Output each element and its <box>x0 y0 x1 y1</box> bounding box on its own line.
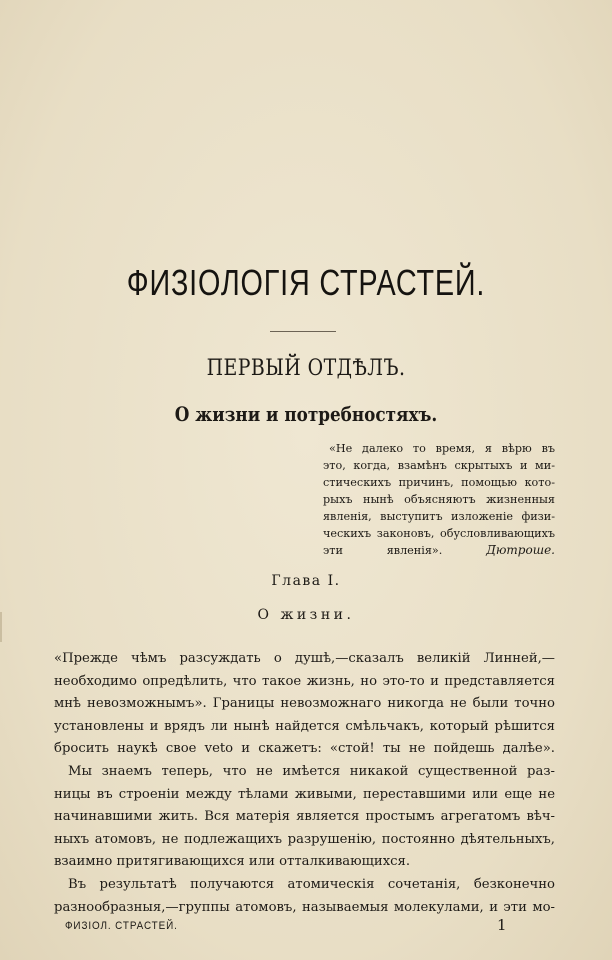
body-line: ныхъ атомовъ, не подлежащихъ разрушенію, постоянно дѣятельныхъ, <box>54 831 555 847</box>
body-line: установлены и врядъ ли нынѣ найдется смѣльчакъ, который рѣшится <box>54 718 555 734</box>
body-line: мнѣ невозможнымъ». Границы невозможнаго никогда не были точно <box>54 696 555 712</box>
section-subtitle: О жизни и потребностяхъ. <box>174 402 438 426</box>
body-line: разнообразныя,—группы атомовъ, называемыя молекулами, и эти мо- <box>54 899 555 915</box>
epigraph-line: явленія, выступитъ изложеніе физи- <box>323 509 555 523</box>
epigraph-line: эти явленія». <box>323 544 443 558</box>
epigraph-line: рыхъ нынѣ объясняютъ жизненныя <box>323 492 555 506</box>
epigraph-line: стическихъ причинъ, помощью кото- <box>323 475 555 489</box>
epigraph-line: «Не далеко то время, я вѣрю въ <box>329 442 555 455</box>
chapter-title: О жизни. <box>257 607 355 623</box>
body-line: бросить наукѣ свое veto и скажетъ: «стой! ты не пойдешь далѣе». <box>54 741 555 757</box>
body-line: ницы въ строеніи между тѣлами живыми, переставшими или еще не <box>54 786 555 802</box>
body-line: Мы знаемъ теперь, что не имѣется никакой существенной раз- <box>68 763 555 779</box>
body-line: «Прежде чѣмъ разсуждать о душѣ,—сказалъ великій Линней,— <box>54 651 555 666</box>
main-title: ФИЗІОЛОГІЯ СТРАСТЕЙ. <box>126 262 486 303</box>
body-line: взаимно притягивающихся или отталкивающихся. <box>54 854 411 870</box>
chapter-number: Глава I. <box>271 573 341 589</box>
epigraph <box>323 441 555 560</box>
epigraph-line: это, когда, взамѣнъ скрытыхъ и ми- <box>323 458 555 472</box>
page-number: 1 <box>497 916 507 934</box>
body-line: необходимо опредѣлить, что такое жизнь, но это-то и представляется <box>54 673 555 689</box>
epigraph-last-line <box>323 542 555 560</box>
footer-signature: ФИЗІОЛ. СТРАСТЕЙ. <box>65 920 178 932</box>
epigraph-line: ческихъ законовъ, обусловливающихъ <box>323 526 555 540</box>
epigraph-author: Дютроше. <box>486 543 555 558</box>
section-title: ПЕРВЫЙ ОТДѢЛЪ. <box>206 356 406 381</box>
title-divider <box>270 331 336 332</box>
body-line: начинавшими жить. Вся матерія является простымъ агрегатомъ вѣч- <box>54 809 555 825</box>
body-line: Въ результатѣ получаются атомическія сочетанія, безконечно <box>68 876 555 892</box>
body-text <box>54 648 555 919</box>
